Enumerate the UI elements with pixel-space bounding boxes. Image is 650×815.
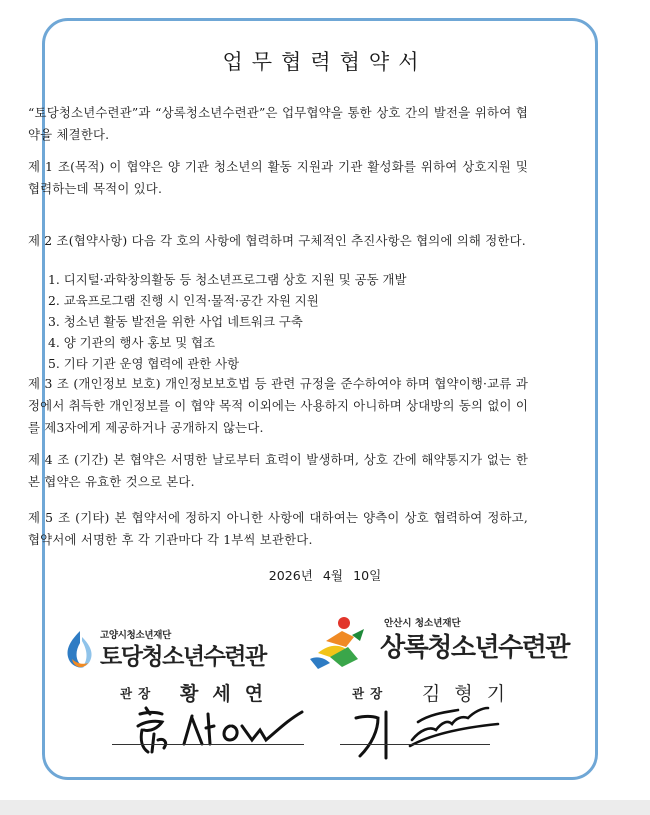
- sangnok-emblem-icon: [296, 613, 376, 673]
- article-2: 제 2 조(협약사항) 다음 각 호의 사항에 협력하며 구체적인 추진사항은 협의에 의해 정한다.: [28, 233, 526, 248]
- right-org-name: 상록청소년수련관: [380, 633, 569, 663]
- right-signer-title: 관장: [352, 686, 389, 701]
- article-1: 제 1 조(목적) 이 협약은 양 기관 청소년의 활동 지원과 기관 활성화를 위하여 상호지원 및 협력하는데 목적이 있다.: [28, 159, 528, 196]
- right-org-sub: 안산시 청소년재단: [384, 618, 461, 629]
- left-org-name: 토당청소년수련관: [100, 644, 266, 670]
- article-3: 제 3 조 (개인정보 보호) 개인정보보호법 등 관련 규정을 준수하여야 하며 협약이행·교류 과정에서 취득한 개인정보를 이 협약 목적 이외에는 사용하지 아니하며 상대방의 동의 없이 이를 제3자에게 제공하거나 공개하지 않는다.: [28, 376, 528, 435]
- left-signer-name: 황세연: [180, 683, 278, 705]
- todang-emblem-icon: [62, 629, 98, 671]
- left-signature-line: [112, 744, 304, 745]
- footer-bar: [0, 800, 650, 815]
- left-org-sub: 고양시청소년재단: [100, 630, 172, 641]
- right-signature: [338, 700, 538, 770]
- list-item: 4. 양 기관의 행사 홍보 및 협조: [48, 335, 216, 350]
- right-signature-line: [340, 744, 490, 745]
- article-5: 제 5 조 (기타) 본 협약서에 정하지 아니한 사항에 대하여는 양측이 상호 협력하여 정하고, 협약서에 서명한 후 각 기관마다 각 1부씩 보관한다.: [28, 510, 528, 547]
- intro-paragraph: “토당청소년수련관”과 “상록청소년수련관”은 업무협약을 통한 상호 간의 발전을 위하여 협약을 체결한다.: [28, 105, 528, 142]
- article-4: 제 4 조 (기간) 본 협약은 서명한 날로부터 효력이 발생하며, 상호 간에 해약통지가 없는 한 본 협약은 유효한 것으로 본다.: [28, 452, 528, 489]
- right-signer-name: 김형기: [422, 683, 520, 705]
- article-2-list: [48, 269, 406, 374]
- agreement-date: 2026년 4월 10일: [268, 568, 382, 583]
- left-signer-title: 관장: [120, 686, 157, 701]
- list-item: 2. 교육프로그램 진행 시 인적·물적·공간 자원 지원: [48, 293, 319, 308]
- list-item: 3. 청소년 활동 발전을 위한 사업 네트워크 구축: [48, 314, 303, 329]
- left-signature: [118, 700, 318, 760]
- sangnok-logo: [296, 613, 569, 675]
- list-item: 5. 기타 기관 운영 협력에 관한 사항: [48, 356, 240, 371]
- list-item: 1. 디지털·과학창의활동 등 청소년프로그램 상호 지원 및 공동 개발: [48, 272, 407, 287]
- todang-logo: [62, 625, 292, 675]
- document-title: 업무협력협약서: [222, 50, 428, 74]
